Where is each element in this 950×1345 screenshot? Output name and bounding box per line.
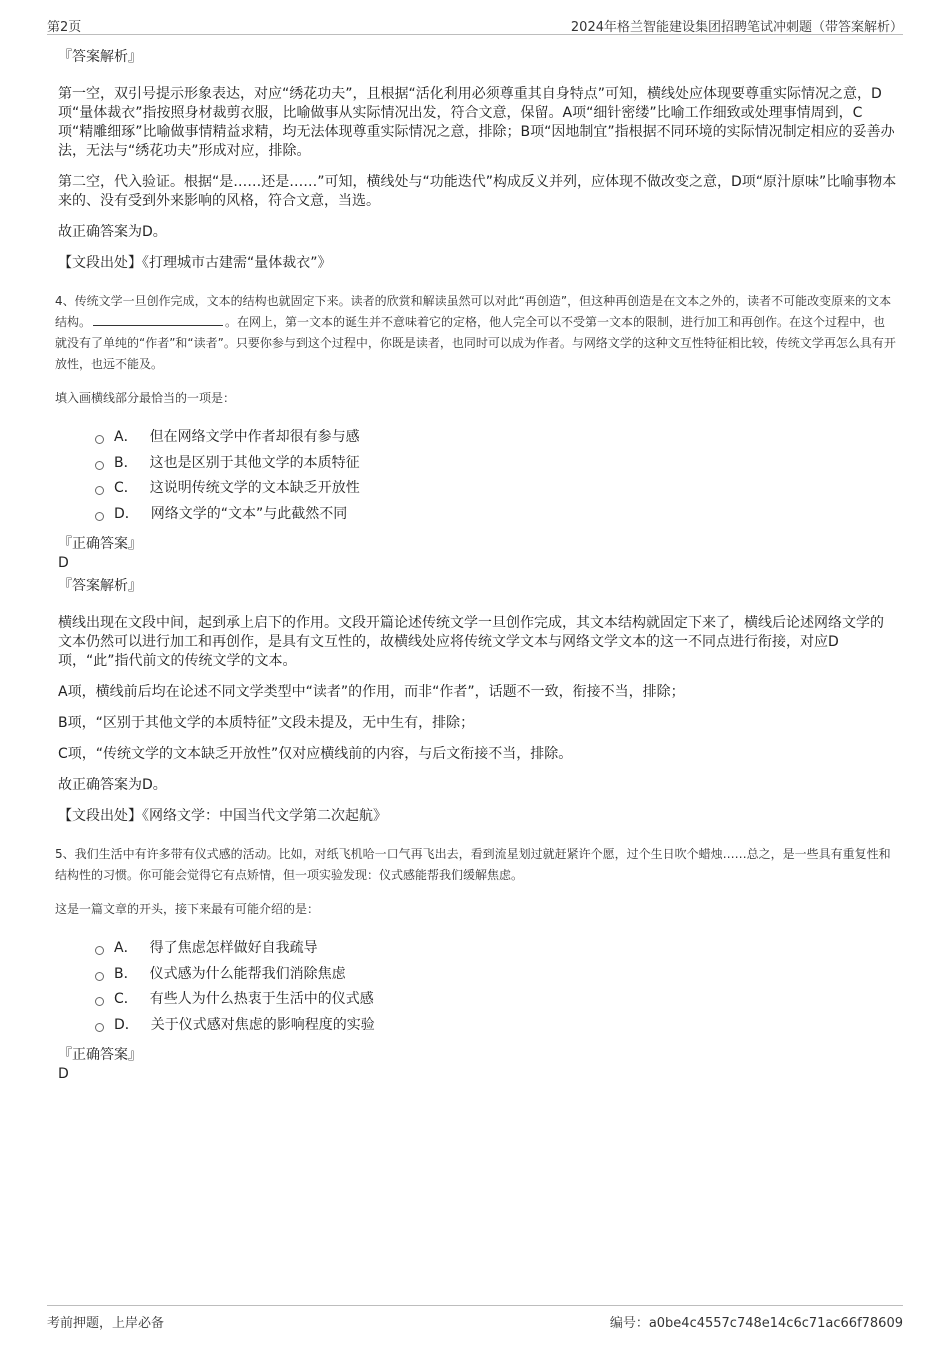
q5-answer-label: 『正确答案』 [58,1047,142,1063]
q4-option-c[interactable] [95,476,897,502]
option-text: 网络文学的“文本”与此截然不同 [150,505,348,522]
q4-analysis-paragraph: B项，“区别于其他文学的本质特征”文段未提及，无中生有，排除； [58,715,475,731]
q4-answer-label: 『正确答案』 [58,536,142,552]
option-letter: B． [114,965,138,982]
option-letter: C． [114,480,138,496]
q4-answer: D [58,555,69,571]
q5-answer: D [58,1066,69,1082]
option-text: 这也是区别于其他文学的本质特征 [149,454,360,471]
page-content [55,48,897,1088]
option-text: 但在网络文学中作者却很有参与感 [149,429,360,445]
option-letter: A． [114,429,138,445]
radio-icon[interactable] [95,435,104,444]
q3-analysis-paragraph: 第一空，双引号提示形象表达，对应“绣花功夫”，且根据“活化利用必须尊重其自身特点”可知，横线处应体现要尊重实际情况之意，D项“量体裁衣”指按照身材裁剪衣服，比喻做事从实际情况出发，符合文意，保留。A项“细针密缕”比喻工作细致或处理事情周到，C项“精雕细琢”比喻做事情精益求精，均无法体现尊重实际情况之意，排除；B项“因地制宜”指根据不同环境的实际情况制定相应的妥善办法，无法与“绣花功夫”形成对应，排除。 [58,86,895,159]
option-text: 得了焦虑怎样做好自我疏导 [149,940,318,956]
radio-icon[interactable] [95,512,104,521]
document-title: 2024年格兰智能建设集团招聘笔试冲刺题（带答案解析） [570,20,903,35]
document-code: 编号：a0be4c4557c748e14c6c71ac66f78609 [609,1316,903,1331]
q4-blank-line [93,313,223,326]
q4-question-text [55,291,897,375]
q4-option-a[interactable] [95,425,897,451]
radio-icon[interactable] [95,972,104,981]
q4-text-before: 4、传统文学一旦创作完成，文本的结构也就固定下来。读者的欣赏和解读虽然可以对此“再创造”，但这种再创造是在文本之外的，读者不可能改变原来的文本结构。 [55,294,892,329]
option-text: 仪式感为什么能帮我们消除焦虑 [149,965,346,982]
q4-options [95,425,897,527]
q4-analysis-paragraph: 横线出现在文段中间，起到承上启下的作用。文段开篇论述传统文学一旦创作完成，其文本结构就固定下来了，横线后论述网络文学的文本仍然可以进行加工和再创作，是具有文互性的，故横线处应将传统文学文本与网络文学文本的这一不同点进行衔接，对应D项，“此”指代前文的传统文学的文本。 [58,615,884,669]
option-letter: D． [114,505,139,522]
q3-analysis-label: 『答案解析』 [58,49,142,65]
radio-icon[interactable] [95,946,104,955]
q5-prompt: 这是一篇文章的开头，接下来最有可能介绍的是： [55,902,320,916]
q4-prompt: 填入画横线部分最恰当的一项是： [55,391,236,405]
q5-question-text: 5、我们生活中有许多带有仪式感的活动。比如，对纸飞机哈一口气再飞出去，看到流星划过就赶紧许个愿，过个生日吹个蜡烛……总之，是一些具有重复性和结构性的习惯。你可能会觉得它有点矫情，但一项实验发现：仪式感能帮我们缓解焦虑。 [55,847,891,882]
option-letter: A． [114,940,138,956]
q4-analysis-paragraph: A项，横线前后均在论述不同文学类型中“读者”的作用，而非“作者”，话题不一致，衔接不当，排除； [58,684,685,700]
option-text: 这说明传统文学的文本缺乏开放性 [149,480,360,496]
q5-option-d[interactable] [95,1013,897,1039]
radio-icon[interactable] [95,997,104,1006]
q5-option-c[interactable] [95,987,897,1013]
q4-conclusion: 故正确答案为D。 [58,777,167,793]
page-footer [47,1305,903,1330]
q4-option-b[interactable] [95,451,897,477]
q5-options [95,936,897,1038]
q5-option-b[interactable] [95,962,897,988]
option-letter: B． [114,454,138,471]
radio-icon[interactable] [95,1023,104,1032]
radio-icon[interactable] [95,461,104,470]
option-letter: D． [114,1016,139,1033]
radio-icon[interactable] [95,486,104,495]
q4-option-d[interactable] [95,502,897,528]
q4-text-after: 。在网上，第一文本的诞生并不意味着它的定格，他人完全可以不受第一文本的限制，进行加工和再创作。在这个过程中，也就没有了单纯的“作者”和“读者”。只要你参与到这个过程中，你既是读者，也同时可以成为作者。与网络文学的这种文互性特征相比较，传统文学再怎么具有开放性，也远不能及。 [55,315,896,371]
option-letter: C． [114,991,138,1007]
page-header [47,14,903,35]
q4-analysis-paragraph: C项，“传统文学的文本缺乏开放性”仅对应横线前的内容，与后文衔接不当，排除。 [58,746,573,762]
q3-analysis-paragraph: 第二空，代入验证。根据“是……还是……”可知，横线处与“功能迭代”构成反义并列，应体现不做改变之意，D项“原汁原味”比喻事物本来的、没有受到外来影响的风格，符合文意，当选。 [58,174,897,209]
option-text: 关于仪式感对焦虑的影响程度的实验 [150,1016,375,1033]
q3-source: 【文段出处】《打理城市古建需“量体裁衣”》 [58,255,332,271]
q5-option-a[interactable] [95,936,897,962]
q3-conclusion: 故正确答案为D。 [58,224,167,240]
option-text: 有些人为什么热衷于生活中的仪式感 [149,991,374,1007]
q4-analysis-label: 『答案解析』 [58,578,142,594]
page-number: 第2页 [47,20,82,35]
q4-source: 【文段出处】《网络文学：中国当代文学第二次起航》 [58,808,387,824]
footer-slogan: 考前押题，上岸必备 [47,1316,165,1331]
